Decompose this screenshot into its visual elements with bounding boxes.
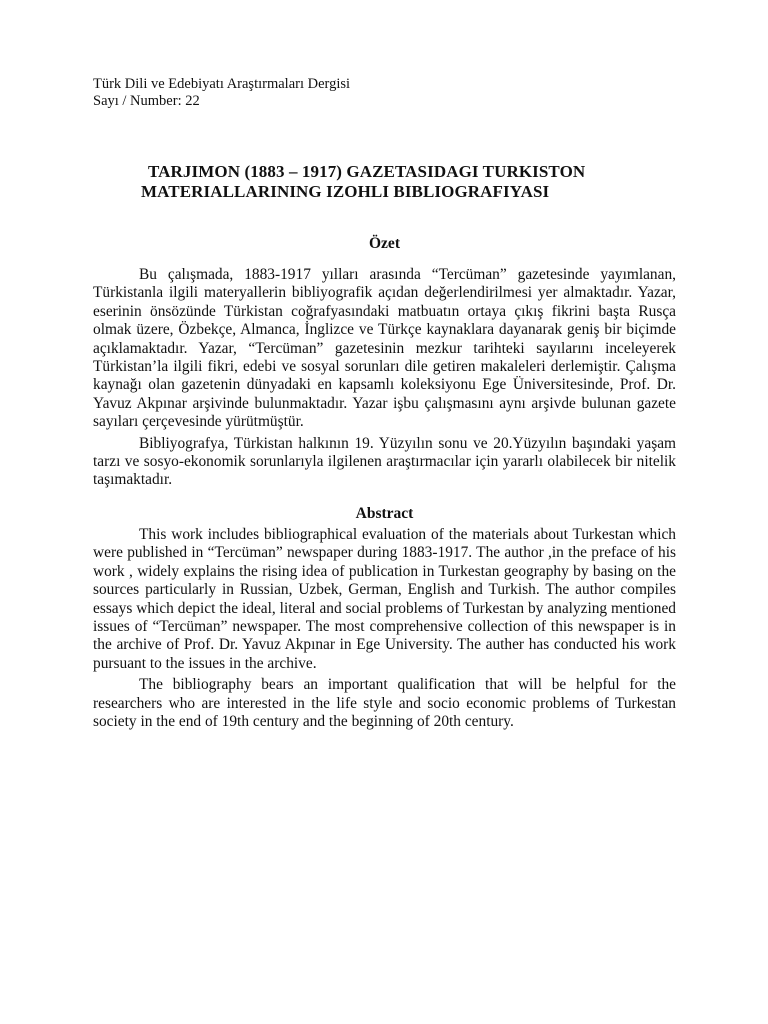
- ozet-paragraph-2: Bibliyografya, Türkistan halkının 19. Yüzyılın sonu ve 20.Yüzyılın başındaki yaşam tarzı ve sosyo-ekonomik sorunlarıyla ilgilenen araştırmacılar için yararlı olabilecek bir nitelik taşımaktadır.: [93, 434, 676, 489]
- ozet-heading: Özet: [369, 235, 400, 252]
- document-page: [93, 76, 676, 734]
- paper-title: [93, 162, 676, 202]
- paper-title-line-1: TARJIMON (1883 – 1917) GAZETASIDAGI TURKISTON: [148, 162, 586, 181]
- abstract-paragraph-1: This work includes bibliographical evaluation of the materials about Turkestan which were published in “Tercüman” newspaper during 1883-1917. The author ,in the preface of his work , widely explains the rising idea of publication in Turkestan geography by basing on the sources particularly in Russian, Uzbek, German, English and Turkish. The author compiles essays which depict the ideal, literal and social problems of Turkestan by analyzing mentioned issues of “Tercüman” newspaper. The most comprehensive collection of this newspaper is in the archive of Prof. Dr. Yavuz Akpınar in Ege University. The auther has conducted his work pursuant to the issues in the archive.: [93, 525, 676, 672]
- journal-name: Türk Dili ve Edebiyatı Araştırmaları Dergisi: [93, 76, 351, 92]
- ozet-paragraph-1: Bu çalışmada, 1883-1917 yılları arasında “Tercüman” gazetesinde yayımlanan, Türkistanla ilgili materyallerin bibliyografik açıdan değerlendirilmesi yer almaktadır. Yazar, eserinin önsözünde Türkistan coğrafyasındaki matbuatın ortaya çıkış fikrini başta Rusça olmak üzere, Özbekçe, Almanca, İnglizce ve Türkçe kaynaklara dayanarak geniş bir biçimde açıklamaktadır. Yazar, “Tercüman” gazetesinin mezkur tarihteki sayılarını inceleyerek Türkistan’la ilgili fikri, edebi ve sosyal sorunları dile getiren makaleleri derlemiştir. Çalışma kaynağı olan gazetenin dünyadaki en kapsamlı koleksiyonu Ege Üniversitesinde, Prof. Dr. Yavuz Akpınar arşivinde bulunmaktadır. Yazar işbu çalışmasını aynı arşivde bulunan gazete sayıları çerçevesinde yürütmüştür.: [93, 266, 676, 431]
- journal-issue: Sayı / Number: 22: [93, 93, 200, 109]
- abstract-paragraph-2: The bibliography bears an important qualification that will be helpful for the researchers who are interested in the life style and socio economic problems of Turkestan society in the end of 19th century and the beginning of 20th century.: [93, 676, 676, 730]
- abstract-heading: Abstract: [355, 504, 414, 522]
- paper-title-line-2: MATERIALLARINING IZOHLI BIBLIOGRAFIYASI: [141, 182, 550, 201]
